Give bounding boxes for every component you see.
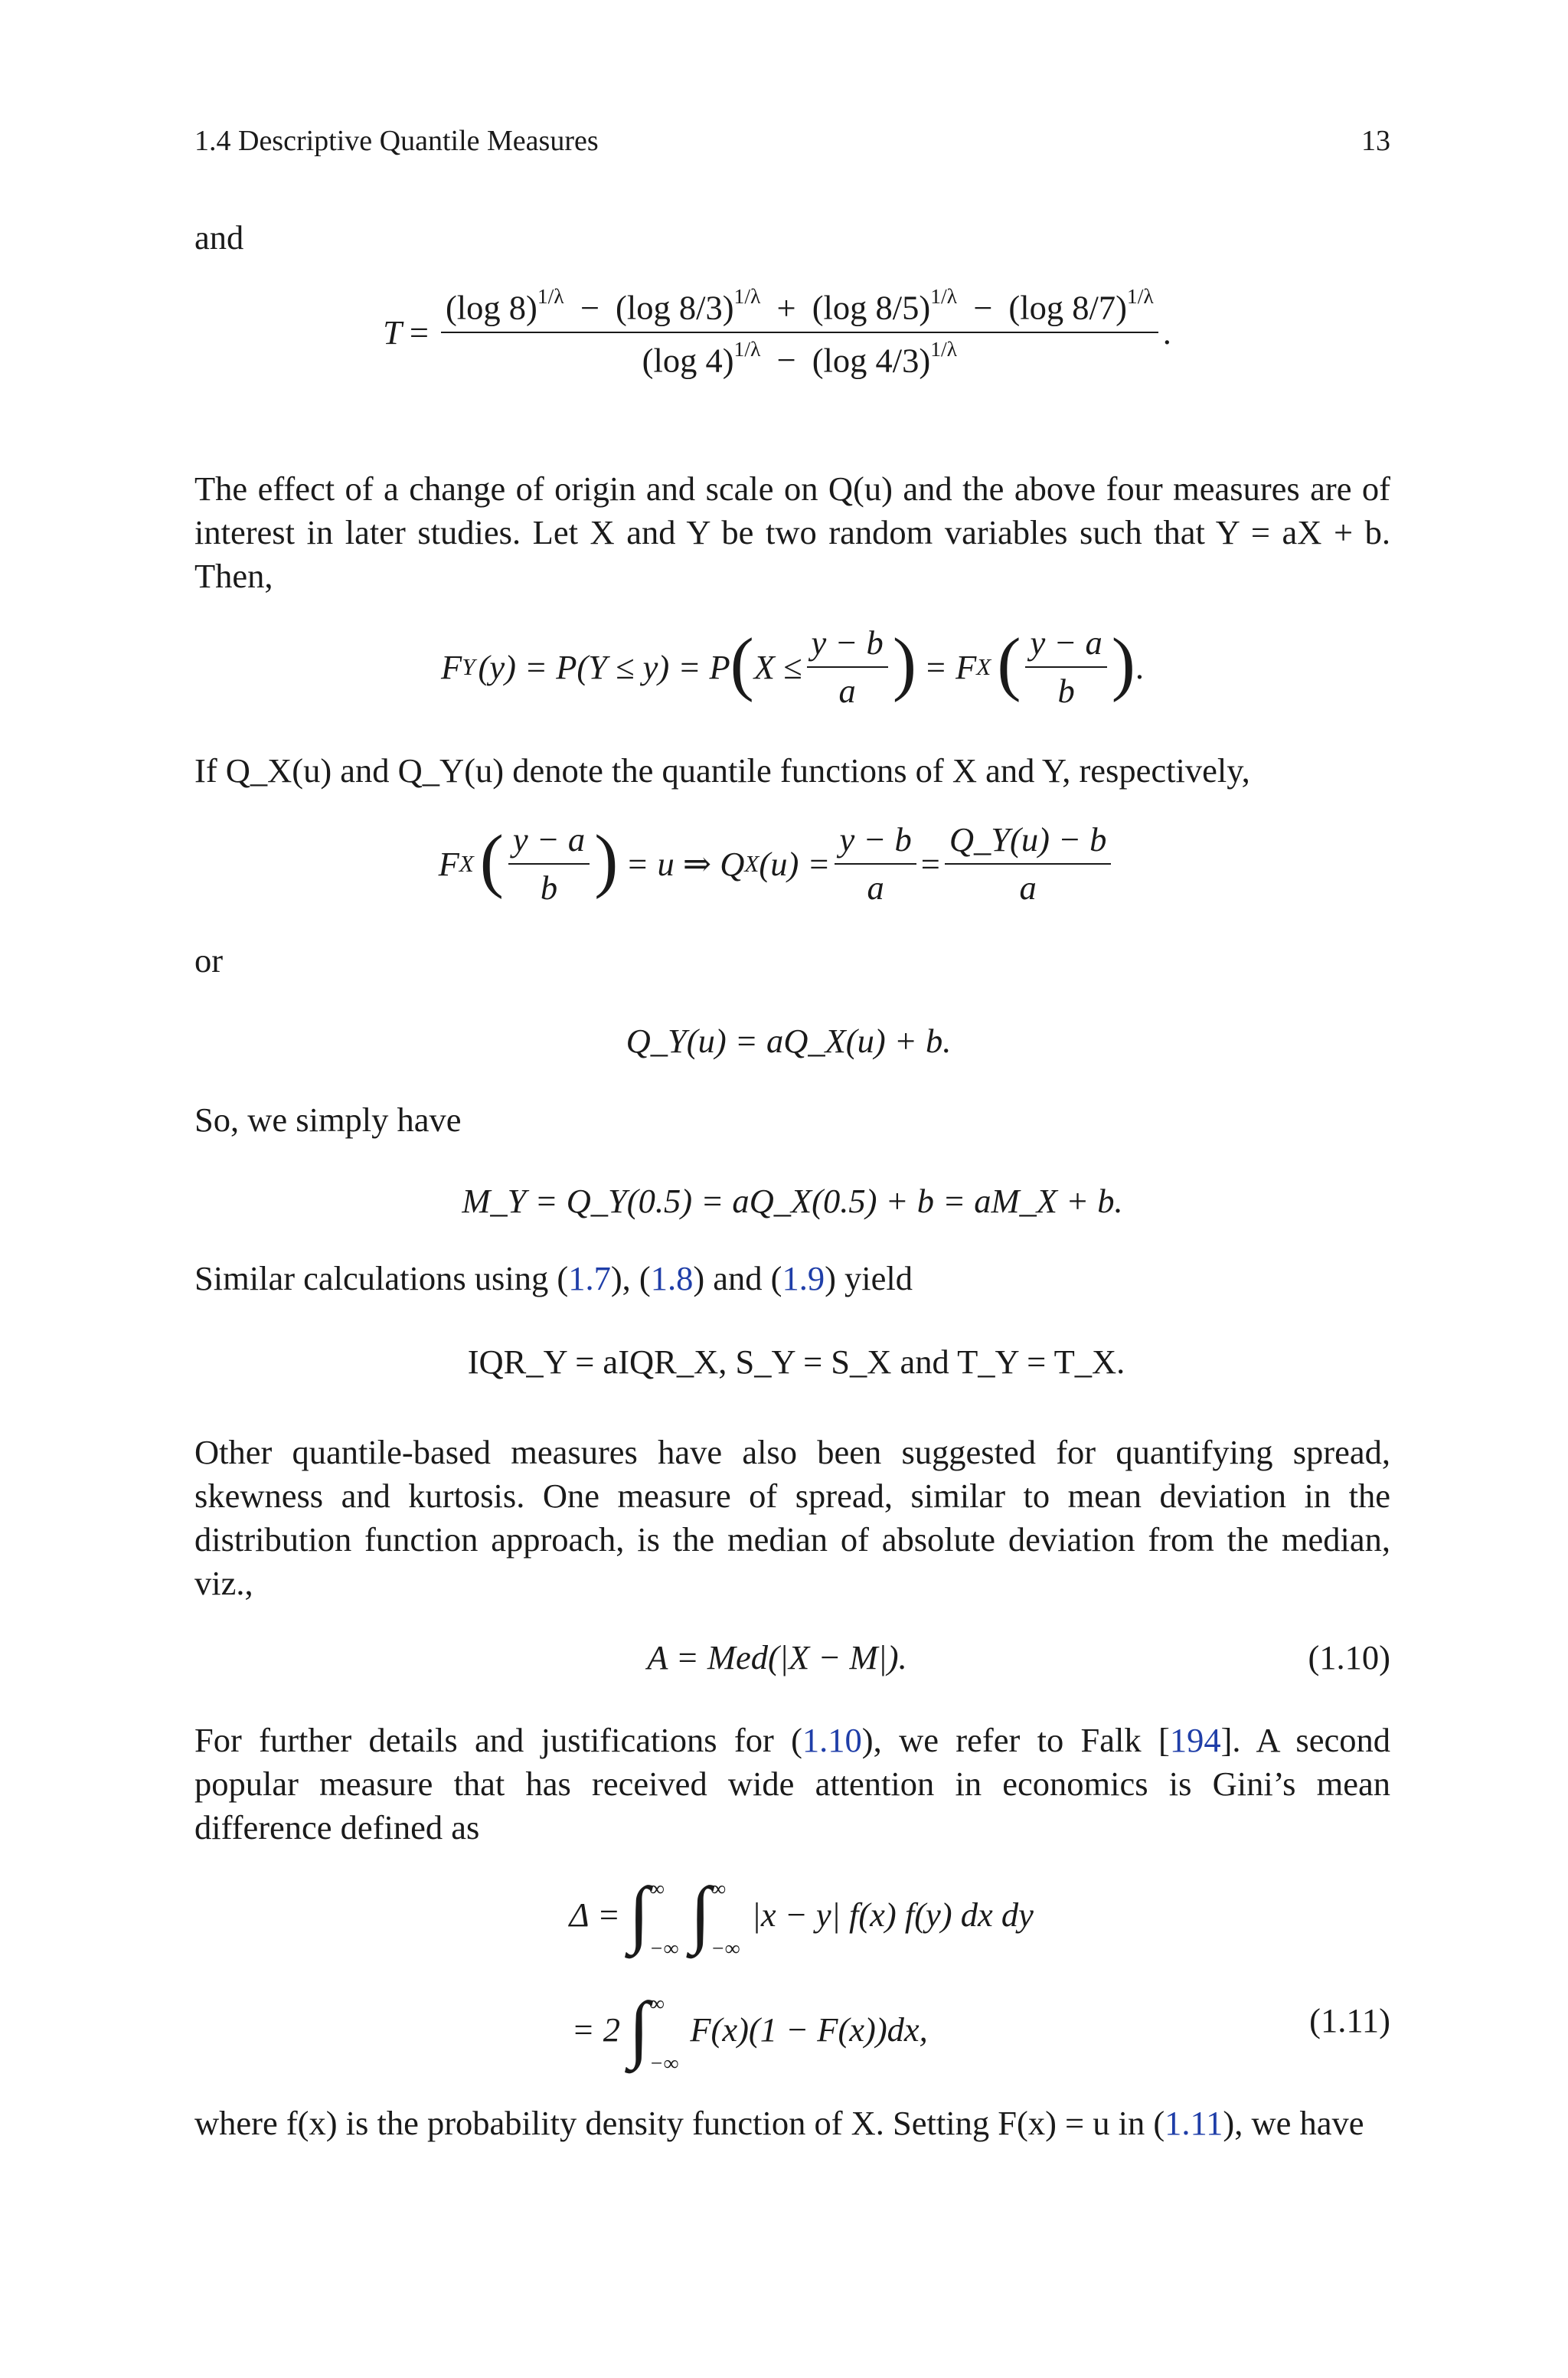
ref-194[interactable]: 194 (1169, 1721, 1221, 1759)
paragraph-and: and (194, 218, 244, 257)
equation-QY: Q_Y(u) = aQ_X(u) + b. (626, 1022, 952, 1060)
equation-number-1-10: (1.10) (1308, 1638, 1390, 1676)
paragraph-other: Other quantile-based measures have also been suggested for quantifying spread, skewness and kurtosis. One measure of spread, similar to mean deviation in the distribution function approach, is the median of absolute deviation from the median, viz., (194, 1433, 1390, 1602)
paragraph-or: or (194, 941, 224, 980)
ref-1-9[interactable]: 1.9 (782, 1259, 825, 1297)
running-header-section: 1.4 Descriptive Quantile Measures (194, 125, 599, 157)
paragraph-so: So, we simply have (194, 1101, 462, 1139)
paragraph-where: where f(x) is the probability density function of X. Setting F(x) = u in (1.11), we have (194, 2104, 1364, 2142)
equation-T (194, 285, 1390, 379)
equation-MY: M_Y = Q_Y(0.5) = aQ_X(0.5) + b = aM_X + b. (462, 1182, 1123, 1220)
equation-FY: F Y (y) = P(Y ≤ y) = P ( X ≤ $\frac{y - b}{a}$ ) = F X ( $\frac{y - a}{b}$ ) . (441, 623, 1144, 710)
ref-1-10[interactable]: 1.10 (802, 1721, 862, 1759)
ref-1-7[interactable]: 1.7 (568, 1259, 611, 1297)
page-number: 13 (1361, 125, 1390, 157)
ref-1-11[interactable]: 1.11 (1165, 2104, 1223, 2142)
eq-T-equals: = (409, 312, 429, 352)
equation-IQR: IQR_Y = aIQR_X, S_Y = S_X and T_Y = T_X. (467, 1343, 1125, 1381)
paragraph-similar: Similar calculations using (1.7), (1.8) and (1.9) yield (194, 1259, 913, 1297)
equation-delta-line1: Δ = ∫ ∞ −∞ ∫ ∞ −∞ |x − y| f(x) f(y) dx dy (569, 1873, 1034, 1960)
paragraph-if: If Q_X(u) and Q_Y(u) denote the quantile functions of X and Y, respectively, (194, 751, 1250, 790)
eq-T-fraction (441, 285, 1158, 379)
ref-1-8[interactable]: 1.8 (650, 1259, 694, 1297)
eq-T-lhs: T (383, 312, 402, 352)
eq-T-numerator: (log 8)$^{1/\lambda}$ − (log 8/3)$^{1/\lambda}$ + (log 8/5)$^{1/\lambda}$ − (log 8/7)$^{1/\lambda}$ (441, 285, 1158, 333)
equation-A: A = Med(|X − M|). (647, 1638, 907, 1676)
eq-T-period: . (1162, 312, 1171, 352)
equation-FX: F X ( $\frac{y - a}{b}$ ) = u ⇒ Q X (u) = $\frac{y - b}{a}$ = $\frac{Q\_Y(u) - b}{a}$ (194, 821, 1390, 907)
equation-delta-line2: = 2 ∫ ∞ −∞ F(x)(1 − F(x))dx, (571, 1987, 928, 2075)
paragraph-effect: The effect of a change of origin and scale on Q(u) and the above four measures are of interest in later studies. Let X and Y be two random variables such that Y = aX + b. Then, (194, 469, 1390, 595)
paragraph-further: For further details and justifications for (1.10), we refer to Falk [194]. A second popular measure that has received wide attention in economics is Gini’s mean difference defined as (194, 1721, 1390, 1846)
eq-FY-frac2: $\frac{y - a}{b}$ (1025, 624, 1106, 710)
eq-FY-frac1: $\frac{y - b}{a}$ (807, 624, 888, 710)
eq-T-denominator: (log 4)$^{1/\lambda}$ − (log 4/3)$^{1/\lambda}$ (642, 336, 958, 380)
equation-number-1-11: (1.11) (1309, 2001, 1390, 2039)
